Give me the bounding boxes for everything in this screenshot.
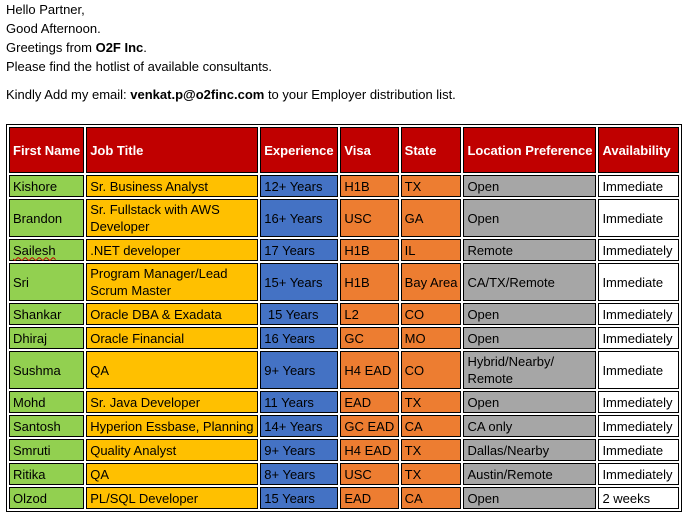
cell-experience: 15+ Years <box>260 263 338 301</box>
cell-job-title: PL/SQL Developer <box>86 487 258 509</box>
cell-location-preference: Dallas/Nearby <box>463 439 596 461</box>
cell-location-preference: Open <box>463 199 596 237</box>
cell-location-preference: Open <box>463 391 596 413</box>
table-row <box>9 263 679 301</box>
cell-job-title: Hyperion Essbase, Planning <box>86 415 258 437</box>
cell-experience: 14+ Years <box>260 415 338 437</box>
hotlist-line: Please find the hotlist of available consultants. <box>6 59 272 74</box>
distribution-line: Kindly Add my email: venkat.p@o2finc.com to your Employer distribution list. <box>6 87 456 102</box>
cell-state: MO <box>401 327 462 349</box>
email-address[interactable]: venkat.p@o2finc.com <box>130 87 265 102</box>
cell-first-name: Shankar <box>9 303 84 325</box>
cell-visa: USC <box>340 463 398 485</box>
cell-location-preference: CA/TX/Remote <box>463 263 596 301</box>
table-row <box>9 351 679 389</box>
cell-visa: L2 <box>340 303 398 325</box>
cell-first-name: Santosh <box>9 415 84 437</box>
cell-state: CA <box>401 415 462 437</box>
cell-experience: 16 Years <box>260 327 338 349</box>
cell-job-title: .NET developer <box>86 239 258 261</box>
table-row <box>9 391 679 413</box>
cell-availability: Immediately <box>598 463 679 485</box>
table-row <box>9 327 679 349</box>
cell-experience: 8+ Years <box>260 463 338 485</box>
cell-experience: 11 Years <box>260 391 338 413</box>
cell-visa: H1B <box>340 263 398 301</box>
cell-availability: Immediately <box>598 327 679 349</box>
cell-availability: Immediate <box>598 263 679 301</box>
cell-first-name: Sushma <box>9 351 84 389</box>
cell-first-name: Sri <box>9 263 84 301</box>
spacer <box>6 76 456 85</box>
cell-visa: EAD <box>340 487 398 509</box>
cell-availability: Immediately <box>598 239 679 261</box>
cell-job-title: Sr. Java Developer <box>86 391 258 413</box>
cell-state: TX <box>401 439 462 461</box>
header-location-preference: Location Preference <box>463 127 596 173</box>
cell-location-preference: Remote <box>463 239 596 261</box>
cell-location-preference: CA only <box>463 415 596 437</box>
consultant-hotlist-table <box>6 124 682 512</box>
cell-state: Bay Area <box>401 263 462 301</box>
cell-experience: 15 Years <box>260 303 338 325</box>
cell-job-title: Quality Analyst <box>86 439 258 461</box>
cell-state: CO <box>401 303 462 325</box>
cell-availability: Immediately <box>598 303 679 325</box>
header-first-name: First Name <box>9 127 84 173</box>
cell-visa: H4 EAD <box>340 439 398 461</box>
cell-availability: Immediate <box>598 175 679 197</box>
cell-location-preference: Austin/Remote <box>463 463 596 485</box>
cell-location-preference: Open <box>463 327 596 349</box>
cell-job-title: QA <box>86 463 258 485</box>
cell-experience: 9+ Years <box>260 439 338 461</box>
cell-visa: H4 EAD <box>340 351 398 389</box>
cell-experience: 9+ Years <box>260 351 338 389</box>
cell-visa: H1B <box>340 175 398 197</box>
cell-job-title: Program Manager/Lead Scrum Master <box>86 263 258 301</box>
cell-visa: H1B <box>340 239 398 261</box>
table-row <box>9 199 679 237</box>
table-row <box>9 463 679 485</box>
cell-experience: 12+ Years <box>260 175 338 197</box>
cell-job-title: Sr. Fullstack with AWS Developer <box>86 199 258 237</box>
header-experience: Experience <box>260 127 338 173</box>
cell-state: IL <box>401 239 462 261</box>
header-state: State <box>401 127 462 173</box>
cell-job-title: Oracle Financial <box>86 327 258 349</box>
email-intro <box>6 0 456 104</box>
header-row <box>9 127 679 173</box>
cell-location-preference: Open <box>463 487 596 509</box>
company-name: O2F Inc <box>95 40 144 55</box>
cell-state: TX <box>401 391 462 413</box>
cell-first-name: Mohd <box>9 391 84 413</box>
cell-availability: Immediate <box>598 351 679 389</box>
cell-first-name: Kishore <box>9 175 84 197</box>
cell-first-name: Sailesh <box>9 239 84 261</box>
cell-experience: 17 Years <box>260 239 338 261</box>
table-row <box>9 175 679 197</box>
cell-visa: USC <box>340 199 398 237</box>
cell-location-preference: Hybrid/Nearby/ Remote <box>463 351 596 389</box>
cell-state: GA <box>401 199 462 237</box>
cell-experience: 16+ Years <box>260 199 338 237</box>
cell-visa: GC EAD <box>340 415 398 437</box>
cell-availability: Immediately <box>598 415 679 437</box>
cell-first-name: Smruti <box>9 439 84 461</box>
cell-state: TX <box>401 175 462 197</box>
cell-first-name: Ritika <box>9 463 84 485</box>
cell-state: TX <box>401 463 462 485</box>
cell-first-name: Brandon <box>9 199 84 237</box>
cell-state: CO <box>401 351 462 389</box>
header-visa: Visa <box>340 127 398 173</box>
cell-first-name: Olzod <box>9 487 84 509</box>
table-row <box>9 415 679 437</box>
cell-availability: Immediately <box>598 391 679 413</box>
greetings-from-line: Greetings from O2F Inc. <box>6 40 147 55</box>
cell-state: CA <box>401 487 462 509</box>
header-job-title: Job Title <box>86 127 258 173</box>
header-availability: Availability <box>598 127 679 173</box>
cell-job-title: Sr. Business Analyst <box>86 175 258 197</box>
cell-experience: 15 Years <box>260 487 338 509</box>
table-row <box>9 487 679 509</box>
cell-first-name: Dhiraj <box>9 327 84 349</box>
cell-location-preference: Open <box>463 303 596 325</box>
cell-availability: Immediate <box>598 439 679 461</box>
table-row <box>9 303 679 325</box>
afternoon-line: Good Afternoon. <box>6 21 101 36</box>
cell-visa: EAD <box>340 391 398 413</box>
cell-availability: 2 weeks <box>598 487 679 509</box>
cell-visa: GC <box>340 327 398 349</box>
cell-job-title: QA <box>86 351 258 389</box>
greeting-line: Hello Partner, <box>6 2 85 17</box>
cell-job-title: Oracle DBA & Exadata <box>86 303 258 325</box>
table-row <box>9 239 679 261</box>
cell-location-preference: Open <box>463 175 596 197</box>
cell-availability: Immediate <box>598 199 679 237</box>
table-row <box>9 439 679 461</box>
